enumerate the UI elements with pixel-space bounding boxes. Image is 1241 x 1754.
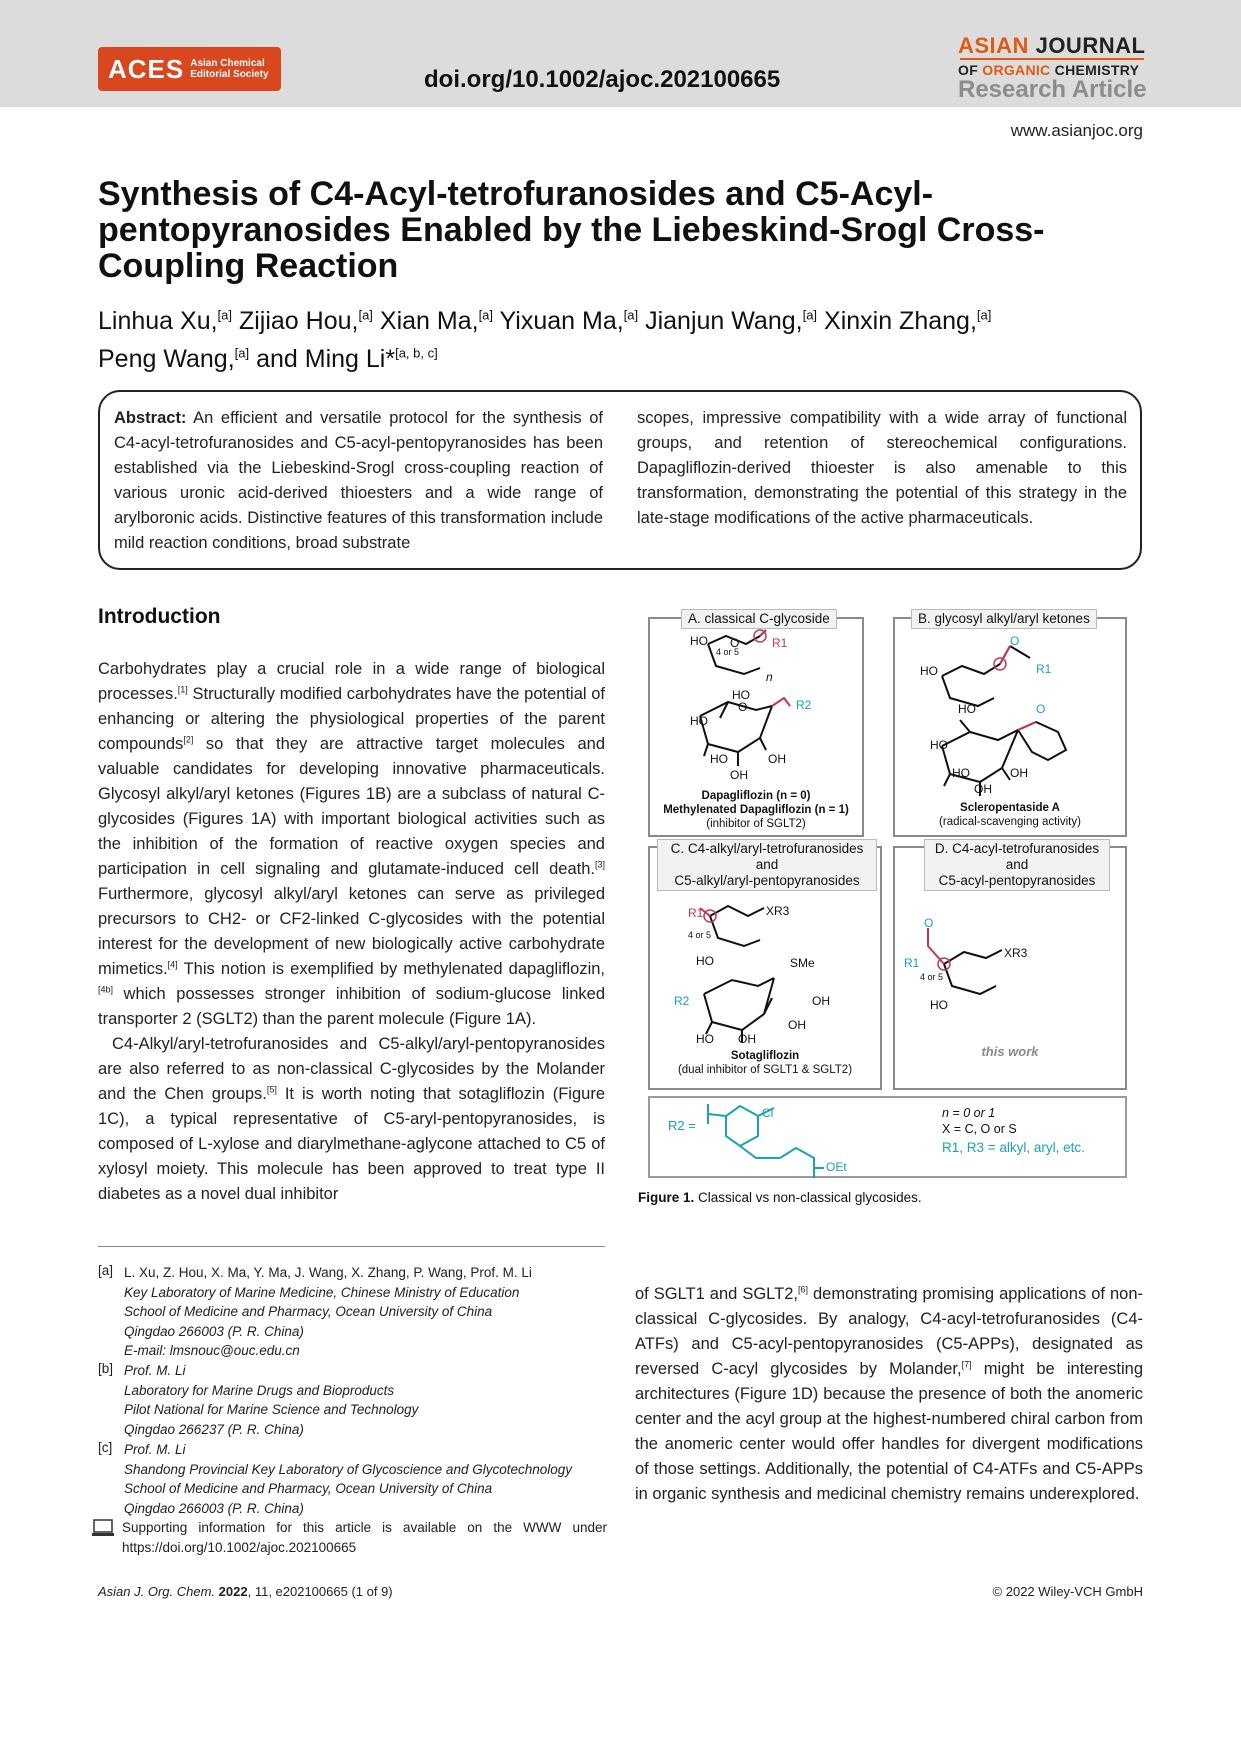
radical-scavenging-label: (radical-scavenging activity) <box>939 816 1081 828</box>
abstract-left-column: Abstract: An efficient and versatile protocol for the synthesis of C4-acyl-tetrofuranosides and C5-acyl-pentopyranosides has been established via the Liebeskind-Srogl cross-coupling reaction of various uronic acid-derived thioesters and a wide range of arylboronic acids. Distinctive features of this transformation include mild reaction conditions, broad substrate <box>114 409 603 552</box>
author-name: Zijiao Hou,[a] <box>238 307 373 336</box>
atom-label-ho: HO <box>690 634 708 648</box>
atom-label-oh: OH <box>730 768 748 782</box>
abstract-text-left: An efficient and versatile protocol for the synthesis of C4-acyl-tetrofuranosides and C5-acyl-pentopyranosides has been established via the Liebeskind-Srogl cross-coupling reaction of various uronic acid-derived thioesters and a wide range of arylboronic acids. Distinctive features of this transformation include mild reaction conditions, broad substrate <box>114 409 603 552</box>
author-name: Xinxin Zhang,[a] <box>824 307 992 336</box>
atom-label-r2: R2 <box>796 698 812 712</box>
logo-subtitle: Asian Chemical Editorial Society <box>190 58 269 80</box>
r2-equals-label: R2 = <box>668 1118 696 1133</box>
atom-label-four-or-five: 4 or 5 <box>688 930 712 940</box>
atom-label-four-or-five: 4 or 5 <box>716 647 740 657</box>
atom-label-xr3: XR3 <box>766 904 790 918</box>
atom-label-ho: HO <box>930 998 948 1012</box>
intro-paragraph-3: of SGLT1 and SGLT2,[6] demonstrating promising applications of non-classical C-glycosides. By analogy, C4-acyl-tetrofuranosides (C4-ATFs) and C5-acyl-pentopyranosides (C5-APPs), designated as reversed C-acyl glycosides by Molander,[7] might be interesting architectures (Figure 1D) because the presence of both the anomeric center and the acyl group at the highest-numbered chiral carbon from the anomeric center would offer handles for divergent modifications of those settings. Additionally, the potential of C4-ATFs and C5-APPs in organic synthesis and medicinal chemistry remains underexplored. <box>635 1284 1143 1503</box>
supporting-info[interactable]: Supporting information for this article is available on the WWW under https://doi.org/10.1002/ajoc.202100665 <box>122 1520 607 1555</box>
aryl-ring-2 <box>780 1148 814 1178</box>
ring-c-top <box>710 906 764 946</box>
intro-left-column <box>98 657 605 1207</box>
journal-name: ASIAN JOURNAL <box>958 33 1146 58</box>
a-bottom-highlight <box>772 698 790 706</box>
figure-caption: Figure 1. Classical vs non-classical glycosides. <box>638 1190 922 1205</box>
doi-link[interactable]: doi.org/10.1002/ajoc.202100665 <box>424 66 781 93</box>
footnote-tag-b: [b] <box>98 1361 114 1376</box>
intro-paragraph-2: C4-Alkyl/aryl-tetrofuranosides and C5-alkyl/aryl-pentopyranosides are also referred to as non-classical C-glycosides by the Molander and the Chen groups.[5] It is worth noting that sotagliflozin (Figure 1C), a typical representative of C5-aryl-pentopyranosides, is composed of L-xylose and diarylmethane-aglycone attached to C5 of xylosyl moiety. This molecule has been approved to treat type II diabetes as a novel dual inhibitor <box>98 1035 605 1203</box>
dapagliflozin-label: Dapagliflozin (n = 0) <box>701 790 811 802</box>
atom-label-oh: OH <box>788 1018 806 1032</box>
atom-label-r2: R2 <box>674 994 690 1008</box>
atom-label-ho: HO <box>696 1032 714 1046</box>
atom-label-four-or-five: 4 or 5 <box>920 972 944 982</box>
atom-label-n: n <box>766 670 773 684</box>
dual-inhibitor-label: (dual inhibitor of SGLT1 & SGLT2) <box>677 1064 853 1076</box>
article-title: Synthesis of C4-Acyl-tetrofuranosides and C5-Acyl-pentopyranosides Enabled by the Liebeskind-Srogl Cross-Coupling Reaction <box>98 175 1045 285</box>
aces-logo[interactable] <box>98 47 281 91</box>
author-name: and Ming Li*[a, b, c] <box>256 344 438 373</box>
author-name: Peng Wang,[a] <box>98 344 250 373</box>
atom-label-r1: R1 <box>772 636 788 650</box>
panel-d-title: D. C4-acyl-tetrofuranosides and C5-acyl-pentopyranosides <box>924 839 1110 891</box>
journal-subname: OF ORGANIC CHEMISTRY <box>958 62 1140 78</box>
atom-label-cl: Cl <box>762 1106 774 1120</box>
footnote-a: L. Xu, Z. Hou, X. Ma, Y. Ma, J. Wang, X. Zhang, P. Wang, Prof. M. Li Key Laboratory of Marine Medicine, Chinese Ministry of Education School of Medicine and Pharmacy, Ocean University of China Qingdao 266003 (P. R. China) E-mail: lmsnouc@ouc.edu.cn <box>124 1265 532 1358</box>
sotagliflozin-label: Sotagliflozin <box>730 1050 800 1062</box>
scleropentaside-label: Scleropentaside A <box>960 802 1060 814</box>
footnote-tag-a: [a] <box>98 1263 114 1278</box>
abstract-right-column: scopes, impressive compatibility with a wide array of functional groups, and retention of stereochemical configurations. Dapagliflozin-derived thioester is also amenable to this transformation, demonstrating the potential of this strategy in the late-stage modifications of the active pharmaceuticals. <box>637 409 1127 527</box>
atom-label-ho: HO <box>690 714 708 728</box>
aryl-ring-1 <box>726 1106 758 1146</box>
footnote-c: Prof. M. Li Shandong Provincial Key Laboratory of Glycoscience and Glycotechnology School of Medicine and Pharmacy, Ocean University of China Qingdao 266003 (P. R. China) <box>124 1442 573 1516</box>
figure-1 <box>648 606 1135 1178</box>
author-name: Jianjun Wang,[a] <box>645 307 818 336</box>
footnote-tag-c: [c] <box>98 1440 113 1455</box>
footnote-b: Prof. M. Li Laboratory for Marine Drugs and Bioproducts Pilot National for Marine Science and Technology Qingdao 266237 (P. R. China) <box>124 1363 419 1437</box>
atom-label-r1: R1 <box>1036 662 1052 676</box>
methylenated-dapagliflozin-label: Methylenated Dapagliflozin (n = 1) <box>663 804 849 816</box>
atom-label-oh: OH <box>768 752 786 766</box>
atom-label-oet: OEt <box>826 1160 847 1174</box>
atom-label-ho: HO <box>696 954 714 968</box>
intro-right-column <box>635 1282 1143 1507</box>
panel-c-title: C. C4-alkyl/aryl-tetrofuranosides and C5-alkyl/aryl-pentopyranosides <box>657 839 877 891</box>
ring-d <box>944 950 1002 994</box>
atom-label-ho: HO <box>710 752 728 766</box>
legend-x: X = C, O or S <box>942 1122 1017 1136</box>
atom-label-r1: R1 <box>904 956 920 970</box>
intro-paragraph-1: Carbohydrates play a crucial role in a wide range of biological processes.[1] Structurally modified carbohydrates have the potential of enhancing or altering the physiological properties of the parent compounds[2] so that they are attractive target molecules and valuable candidates for developing innovative pharmaceuticals. Glycosyl alkyl/aryl ketones (Figures 1B) are a subclass of natural C-glycosides (Figures 1A) with important biological activities such as the inhibition of the formation of reactive oxygen species and participation in cell signaling and glutamate-induced cell death.[3] Furthermore, glycosyl alkyl/aryl ketones can serve as privileged precursors to CH2- or CF2-linked C-glycosides with the potential interest for the development of new biologically active carbohydrate mimetics.[4] This notion is exemplified by methylenated dapagliflozin,[4b] which possesses stronger inhibition of sodium-glucose linked transporter 2 (SGLT2) than the parent molecule (Figure 1A). <box>98 660 605 1028</box>
atom-label-ho: HO <box>920 664 938 678</box>
atom-label-oh: OH <box>1010 766 1028 780</box>
atom-label-o: O <box>924 916 934 930</box>
panel-b-title: B. glycosyl alkyl/aryl ketones <box>911 609 1097 629</box>
ring-b-top <box>942 646 1030 706</box>
section-heading: Introduction <box>98 605 221 628</box>
legend-n: n = 0 or 1 <box>942 1106 996 1120</box>
atom-label-ho: HO <box>732 688 750 702</box>
author-name: Linhua Xu,[a] <box>98 307 233 336</box>
computer-icon <box>92 1519 114 1537</box>
ring-c-bottom <box>704 978 774 1030</box>
atom-label-oh: OH <box>974 782 992 796</box>
atom-label-ho: HO <box>930 738 948 752</box>
atom-label-xr3: XR3 <box>1004 946 1028 960</box>
website-link[interactable]: www.asianjoc.org <box>1010 121 1143 140</box>
author-name: Xian Ma,[a] <box>379 307 494 336</box>
atom-label-ho: HO <box>958 702 976 716</box>
copyright: © 2022 Wiley-VCH GmbH <box>992 1584 1143 1599</box>
article-type: Research Article <box>958 76 1147 103</box>
figure-structures <box>648 606 1135 1178</box>
atom-label-oh: OH <box>812 994 830 1008</box>
this-work-label: this work <box>981 1044 1039 1059</box>
atom-label-o: O <box>1010 634 1020 648</box>
author-name: Yixuan Ma,[a] <box>499 307 639 336</box>
atom-label-ho: HO <box>952 766 970 780</box>
journal-rule <box>960 58 1144 60</box>
atom-label-o: O <box>738 700 748 714</box>
footnote-rule <box>98 1246 605 1247</box>
atom-label-sme: SMe <box>790 956 815 970</box>
logo-mark: ACES <box>108 53 185 84</box>
atom-label-oh: OH <box>738 1032 756 1046</box>
sglt2-inhibitor-label: (inhibitor of SGLT2) <box>706 818 806 830</box>
panel-a-title: A. classical C-glycoside <box>681 609 837 629</box>
citation: Asian J. Org. Chem. 2022, 11, e202100665 (1 of 9) <box>98 1584 393 1599</box>
ring-a-bottom <box>700 702 772 752</box>
atom-label-r1: R1 <box>688 906 704 920</box>
b-bottom-highlight <box>1018 722 1036 730</box>
author-list <box>98 300 1148 375</box>
legend-r: R1, R3 = alkyl, aryl, etc. <box>942 1140 1085 1155</box>
atom-label-o: O <box>1036 702 1046 716</box>
atom-label-o: O <box>730 636 740 650</box>
